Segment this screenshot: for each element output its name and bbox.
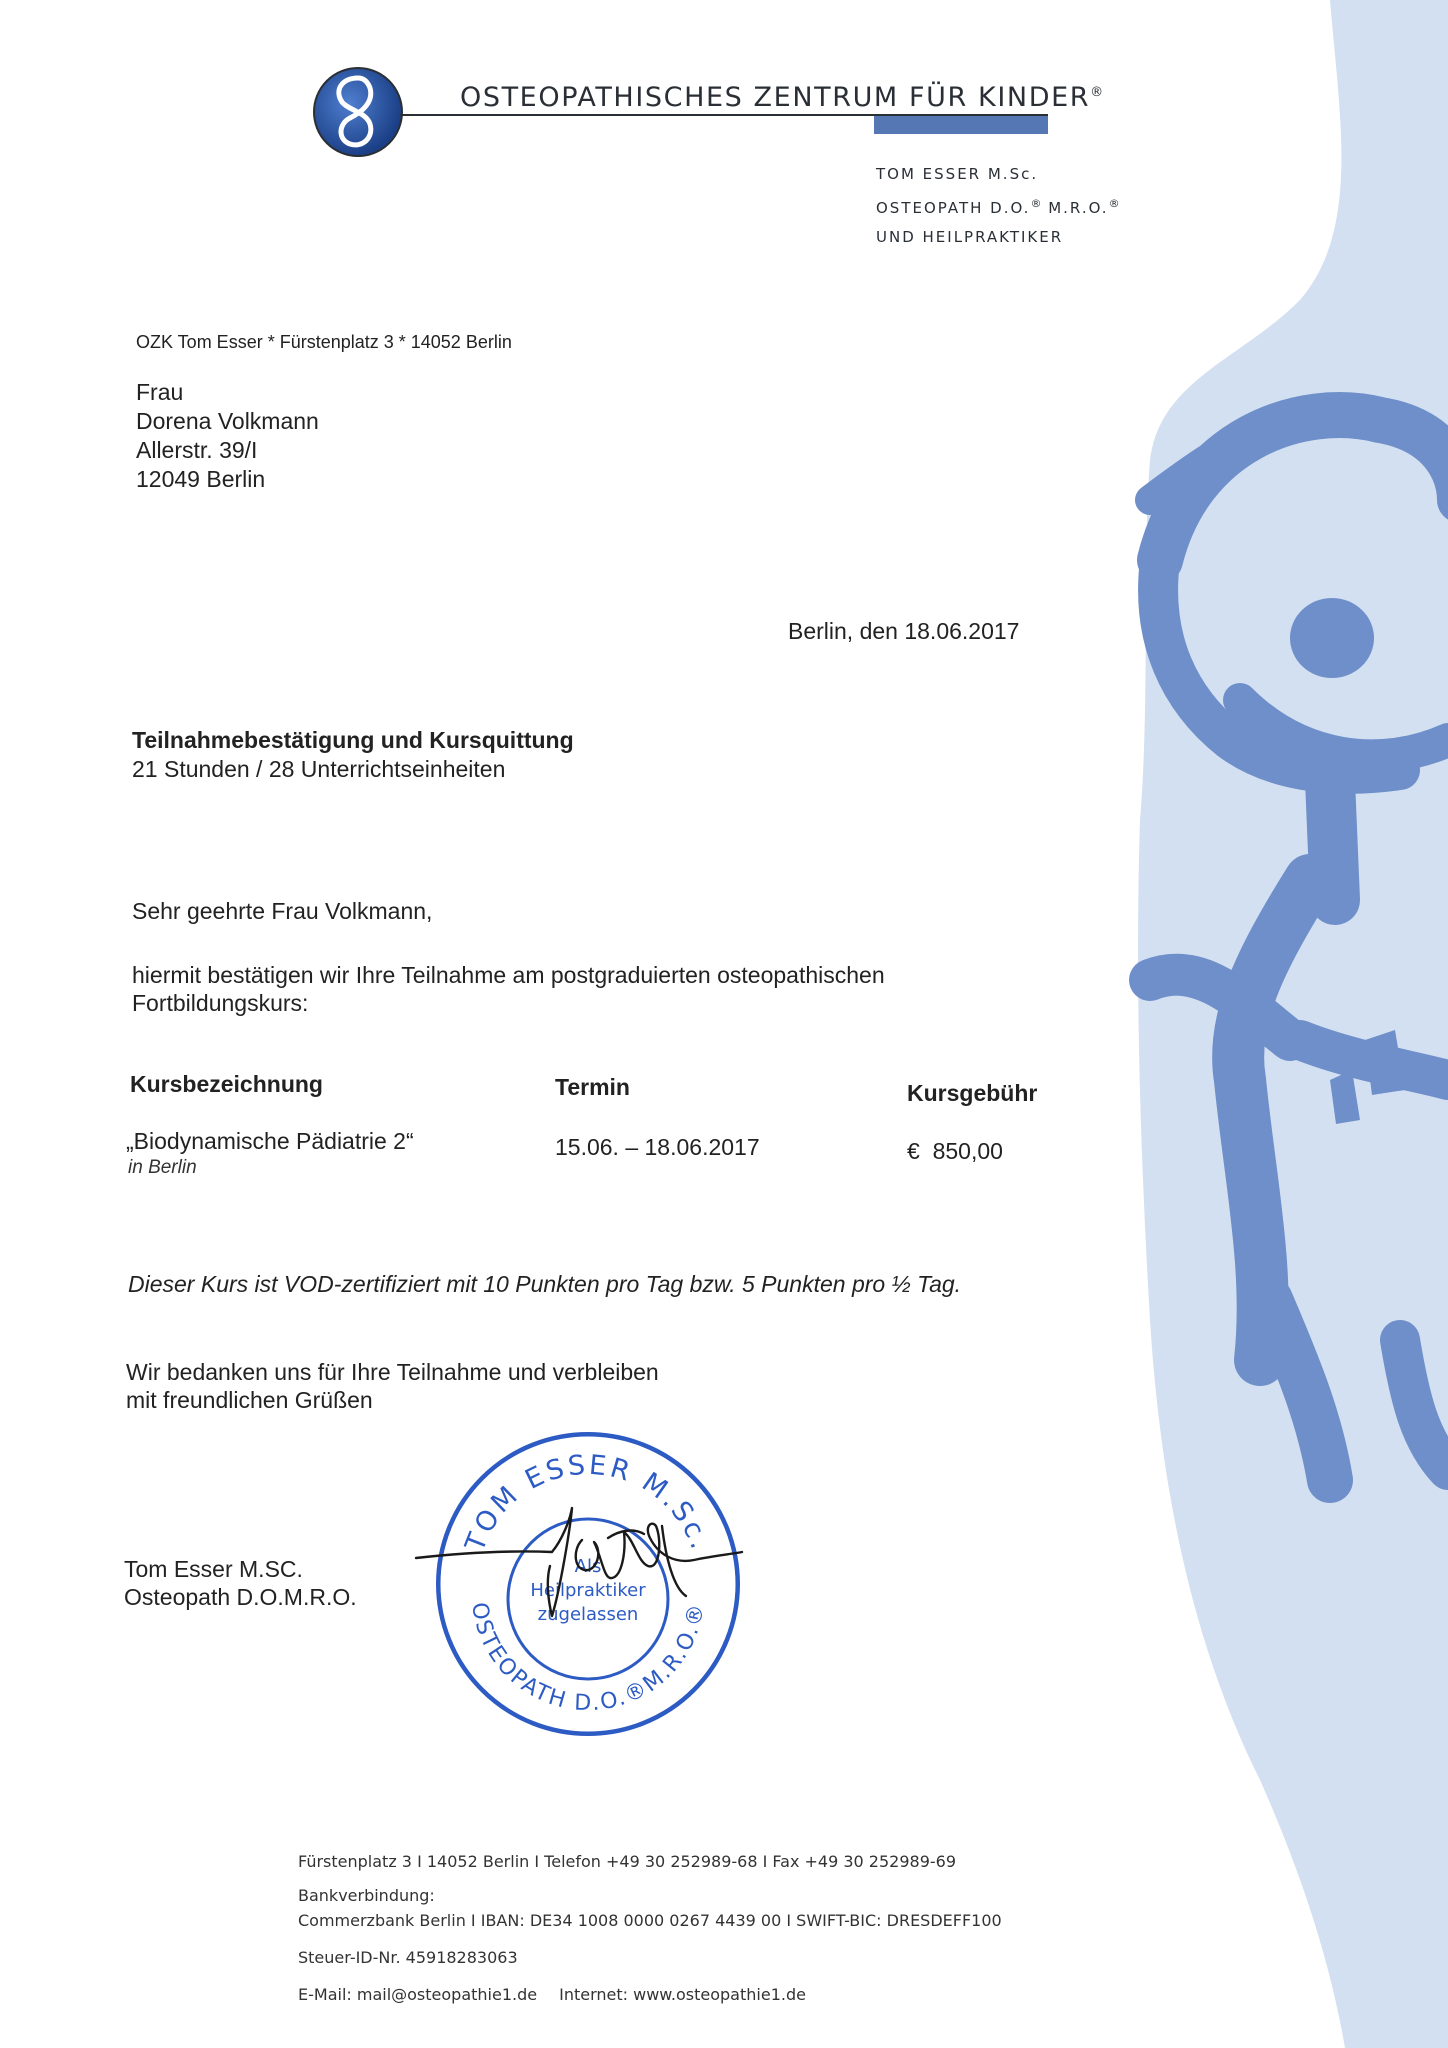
body-line: hiermit bestätigen wir Ihre Teilnahme am postgraduierten osteopathischen xyxy=(132,962,885,988)
practitioner-credentials xyxy=(876,160,1120,252)
footer-email[interactable]: E-Mail: mail@osteopathie1.de xyxy=(298,1985,538,2004)
credential-line: UND HEILPRAKTIKER xyxy=(876,228,1064,246)
stamp-top-text: TOM ESSER M.Sc. xyxy=(459,1449,717,1556)
stamp-center-line: zugelassen xyxy=(537,1604,639,1625)
column-header-fee: Kursgebühr xyxy=(907,1080,1038,1106)
course-date-range: 15.06. – 18.06.2017 xyxy=(555,1134,760,1160)
letterhead-accent-bar xyxy=(874,116,1048,134)
letter-footer xyxy=(298,1848,1002,2008)
credential-line: OSTEOPATH D.O.® M.R.O.® xyxy=(876,197,1120,217)
stamp-center-line: Als xyxy=(574,1556,602,1577)
column-header-course: Kursbezeichnung xyxy=(130,1071,323,1097)
signer-name: Tom Esser M.SC. xyxy=(124,1556,303,1582)
closing-line: mit freundlichen Grüßen xyxy=(126,1387,373,1413)
closing xyxy=(126,1358,659,1414)
letter-date: Berlin, den 18.06.2017 xyxy=(788,618,1020,644)
handwritten-signature xyxy=(412,1480,752,1630)
footer-bank-details: Commerzbank Berlin I IBAN: DE34 1008 0000 0267 4439 00 I SWIFT-BIC: DRESDEFF100 xyxy=(298,1911,1002,1930)
recipient-city: 12049 Berlin xyxy=(136,466,266,492)
course-location: in Berlin xyxy=(128,1157,197,1178)
footer-tax-id: Steuer-ID-Nr. 45918283063 xyxy=(298,1948,518,1967)
footer-contact xyxy=(298,1981,1002,2008)
figure-eye xyxy=(1290,598,1374,678)
signoff xyxy=(124,1555,357,1611)
recipient-name: Dorena Volkmann xyxy=(136,408,319,434)
recipient-street: Allerstr. 39/I xyxy=(136,437,258,463)
footer-bank-label: Bankverbindung: xyxy=(298,1886,435,1905)
stamp-bottom-text: OSTEOPATH D.O.®M.R.O.® xyxy=(466,1600,711,1717)
recipient-salutation: Frau xyxy=(136,379,184,405)
signer-title: Osteopath D.O.M.R.O. xyxy=(124,1584,357,1610)
course-name: „Biodynamische Pädiatrie 2“ xyxy=(126,1128,414,1154)
sender-line: OZK Tom Esser * Fürstenplatz 3 * 14052 Berlin xyxy=(136,332,512,352)
footer-address: Fürstenplatz 3 I 14052 Berlin I Telefon +49 30 252989-68 I Fax +49 30 252989-69 xyxy=(298,1852,957,1871)
subject-subtitle: 21 Stunden / 28 Unterrichtseinheiten xyxy=(132,756,506,782)
ozk-logo-icon xyxy=(312,66,404,158)
greeting: Sehr geehrte Frau Volkmann, xyxy=(132,898,433,924)
course-fee: € 850,00 xyxy=(907,1138,1003,1164)
body-line: Fortbildungskurs: xyxy=(132,990,309,1016)
footer-website[interactable]: Internet: www.osteopathie1.de xyxy=(559,1985,806,2004)
closing-line: Wir bedanken uns für Ihre Teilnahme und verbleiben xyxy=(126,1359,659,1385)
certification-note: Dieser Kurs ist VOD-zertifiziert mit 10 Punkten pro Tag bzw. 5 Punkten pro ½ Tag. xyxy=(128,1271,962,1297)
organization-name: OSTEOPATHISCHES ZENTRUM FÜR KINDER® xyxy=(460,82,1104,113)
subject-title: Teilnahmebestätigung und Kursquittung xyxy=(132,727,574,753)
recipient-address xyxy=(136,378,319,494)
column-header-date: Termin xyxy=(555,1074,630,1100)
body-paragraph xyxy=(132,961,1012,1017)
stamp-center-line: Heilpraktiker xyxy=(530,1580,646,1601)
credential-line: TOM ESSER M.Sc. xyxy=(876,165,1039,183)
